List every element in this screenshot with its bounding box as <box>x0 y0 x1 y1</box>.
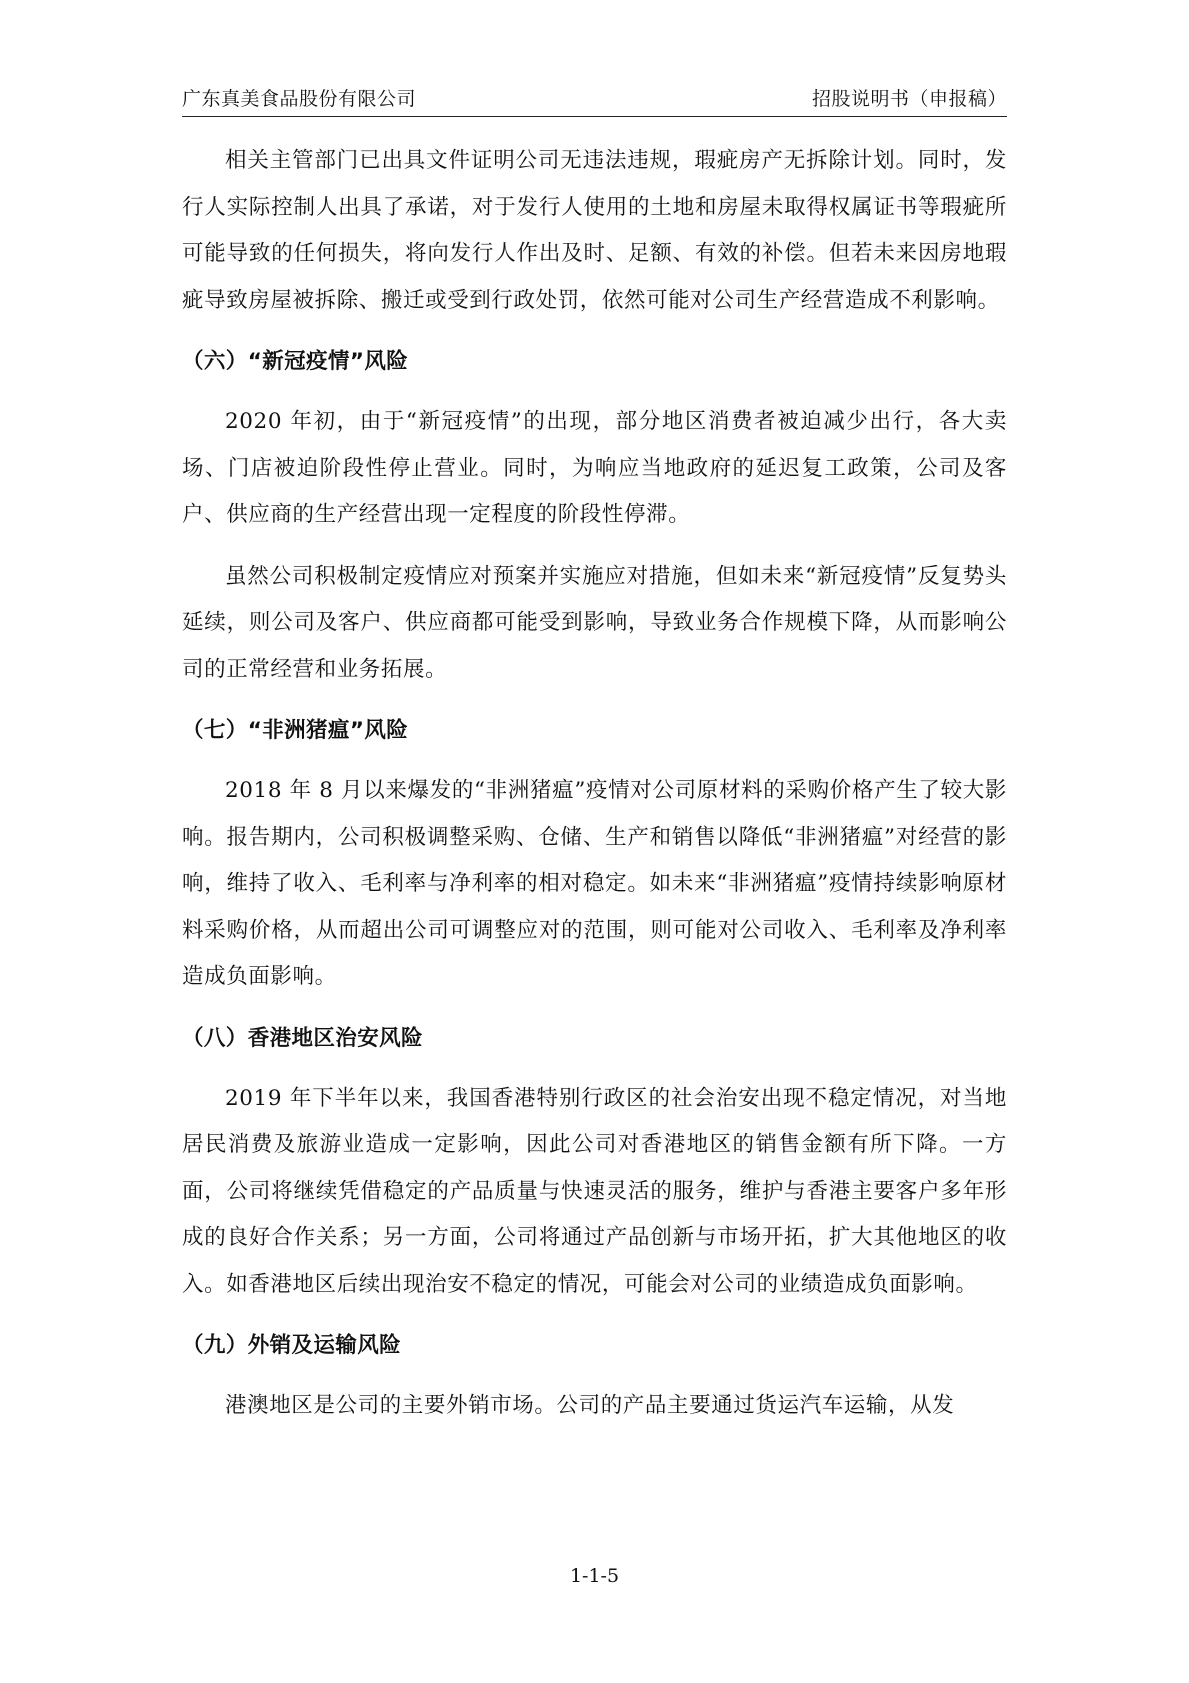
paragraph-hong-kong: 2019 年下半年以来，我国香港特别行政区的社会治安出现不稳定情况，对当地居民消费及旅游业造成一定影响，因此公司对香港地区的销售金额有所下降。一方面，公司将继续凭借稳定的产品质量与快速灵活的服务，维护与香港主要客户多年形成的良好合作关系；另一方面，公司将通过产品创新与市场开拓，扩大其他地区的收入。如香港地区后续出现治安不稳定的情况，可能会对公司的业绩造成负面影响。 <box>182 1085 1007 1297</box>
header-company-name: 广东真美食品股份有限公司 <box>182 88 417 110</box>
heading-hong-kong-risk: （八）香港地区治安风险 <box>182 1025 423 1051</box>
paragraph-covid-impact: 2020 年初，由于“新冠疫情”的出现，部分地区消费者被迫减少出行，各大卖场、门店被迫阶段性停止营业。同时，为响应当地政府的延迟复工政策，公司及客户、供应商的生产经营出现一定程度的阶段性停滞。 <box>182 409 1007 527</box>
header-document-type: 招股说明书（申报稿） <box>811 88 1007 110</box>
document-body <box>182 138 1007 1445</box>
heading-covid-risk: （六）“新冠疫情”风险 <box>182 349 409 374</box>
paragraph-swine-fever: 2018 年 8 月以来爆发的“非洲猪瘟”疫情对公司原材料的采购价格产生了较大影响。报告期内，公司积极调整采购、仓储、生产和销售以降低“非洲猪瘟”对经营的影响，维持了收入、毛利率与净利率的相对稳定。如未来“非洲猪瘟”疫情持续影响原材料采购价格，从而超出公司可调整应对的范围，则可能对公司收入、毛利率及净利率造成负面影响。 <box>182 778 1007 989</box>
page-header <box>182 82 1007 117</box>
paragraph-covid-outlook: 虽然公司积极制定疫情应对预案并实施应对措施，但如未来“新冠疫情”反复势头延续，则公司及客户、供应商都可能受到影响，导致业务合作规模下降，从而影响公司的正常经营和业务拓展。 <box>182 563 1007 682</box>
heading-export-transport-risk: （九）外销及运输风险 <box>182 1333 402 1358</box>
page-number: 1-1-5 <box>569 1565 620 1587</box>
paragraph-property-risk: 相关主管部门已出具文件证明公司无违法违规，瑕疵房产无拆除计划。同时，发行人实际控制人出具了承诺，对于发行人使用的土地和房屋未取得权属证书等瑕疵所可能导致的任何损失，将向发行人作出及时、足额、有效的补偿。但若未来因房地瑕疵导致房屋被拆除、搬迁或受到行政处罚，依然可能对公司生产经营造成不利影响。 <box>182 148 1007 313</box>
paragraph-export-transport: 港澳地区是公司的主要外销市场。公司的产品主要通过货运汽车运输，从发 <box>225 1393 955 1418</box>
heading-swine-fever-risk: （七）“非洲猪瘟”风险 <box>182 718 409 743</box>
